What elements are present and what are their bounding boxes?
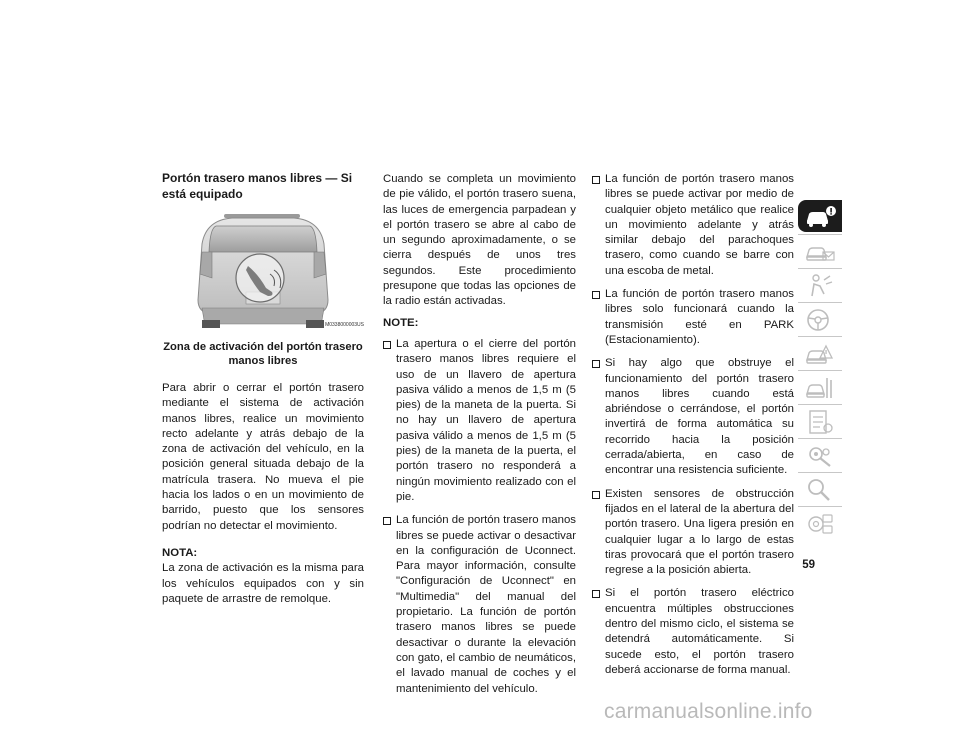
list-item <box>592 586 794 678</box>
list-item-text: Existen sensores de obstrucción fijados en el lateral de la abertura del portón trasero. Una ligera presión en cualquier lugar a lo largo de estas tiras provocará que el portón trasero regrese a la posición abierta. <box>605 487 794 577</box>
language-gear-icon <box>804 510 836 538</box>
checkbox-bullet-icon <box>592 176 600 184</box>
section-title: Portón trasero manos libres — Si está equipado <box>162 171 353 201</box>
tab-car-tools[interactable] <box>798 370 842 403</box>
nota-text: La zona de activación es la misma para los vehículos equipados con y sin paquete de arrastre de remolque. <box>162 562 364 605</box>
suv-rear-illustration <box>162 212 364 330</box>
tab-wrench-gear[interactable] <box>798 438 842 471</box>
checkbox-bullet-icon <box>383 517 391 525</box>
tab-car-info[interactable] <box>798 200 842 232</box>
tab-language-gear[interactable] <box>798 506 842 539</box>
checkbox-bullet-icon <box>592 491 600 499</box>
watermark: carmanualsonline.info <box>604 700 813 723</box>
list-item-text: La función de portón trasero manos libres se puede activar por medio de cualquier objeto metálico que realice un movimiento adelante y atrás similar debajo del parachoques trasero, como cuando se barre con una escoba de metal. <box>605 173 794 277</box>
note-label: NOTE: <box>383 316 419 329</box>
seat-person-icon <box>804 272 836 300</box>
tab-checklist[interactable] <box>798 404 842 437</box>
figure-caption: Zona de activación del portón trasero manos libres <box>163 341 363 367</box>
wrench-gear-icon <box>804 442 836 470</box>
checkbox-bullet-icon <box>592 590 600 598</box>
list-item <box>383 337 576 505</box>
tab-car-crash[interactable] <box>798 336 842 369</box>
list-item <box>592 487 794 579</box>
chapter-tabs <box>798 200 842 542</box>
magnifier-icon <box>804 476 836 504</box>
checkbox-bullet-icon <box>383 341 391 349</box>
list-item <box>592 287 794 348</box>
list-item-text: La función de portón trasero manos libres se puede activar o desactivar en la configuración de Uconnect. Para mayor información, consulte "Configuración de Uconnect" en "Multimedia" del manual del propietario. La función de portón trasero manos libres se puede desactivar o durante la elevación con gato, el cambio de neumáticos, el lavado manual de coches y el mantenimiento del vehículo. <box>396 514 576 695</box>
list-item-text: Si hay algo que obstruye el funcionamiento del portón trasero manos libres cuando está abriéndose o cerrándose, el portón invertirá de forma automática su recorrido hacia la posición cerrada/abierta, en caso de encontrar una resistencia suficiente. <box>605 357 794 477</box>
car-crash-icon <box>804 340 836 368</box>
tab-seat-person[interactable] <box>798 268 842 301</box>
page-number: 59 <box>802 559 815 571</box>
checklist-icon <box>804 408 836 436</box>
list-item-text: Si el portón trasero eléctrico encuentra múltiples obstrucciones dentro del mismo ciclo, el sistema se detendrá automáticamente. Si sucede esto, el portón trasero deberá accionarse de forma manual. <box>605 587 794 676</box>
checkbox-bullet-icon <box>592 291 600 299</box>
nota-label: NOTA: <box>162 546 198 559</box>
body-paragraph: Cuando se completa un movimiento de pie válido, el portón trasero suena, las luces de emergencia parpadean y el portón trasero se abre al cabo de un segundo aproximadamente, o se cierra después de unos tres segundos. Este procedimiento presupone que todas las opciones de la radio están activadas. <box>383 173 576 308</box>
middle-column <box>383 172 576 705</box>
tab-car-mail[interactable] <box>798 234 842 267</box>
car-tools-icon <box>804 374 836 402</box>
right-column <box>592 172 794 686</box>
tab-steering-wheel[interactable] <box>798 302 842 335</box>
list-item-text: La función de portón trasero manos libres solo funcionará cuando la transmisión esté en PARK (Estacionamiento). <box>605 288 794 346</box>
car-info-icon <box>804 203 836 229</box>
tab-magnifier[interactable] <box>798 472 842 505</box>
tailgate-figure <box>162 212 364 330</box>
left-column <box>162 170 364 607</box>
figure-code: M0338000003US <box>325 322 364 328</box>
list-item <box>592 356 794 478</box>
list-item <box>592 172 794 279</box>
steering-wheel-icon <box>804 306 836 334</box>
body-paragraph: Para abrir o cerrar el portón trasero mediante el sistema de activación manos libres, realice un movimiento recto adelante y atrás debajo de la zona de activación del vehículo, en la posición general situada debajo de la matrícula trasera. No mueva el pie hacia los lados o en un movimiento de barrido, puesto que los sensores podrían no detectar el movimiento. <box>162 382 364 532</box>
checkbox-bullet-icon <box>592 360 600 368</box>
list-item <box>383 513 576 697</box>
list-item-text: La apertura o el cierre del portón trasero manos libres requiere el uso de un llavero de apertura pasiva válido a menos de 1,5 m (5 pies) de la maneta de la puerta. Si no hay un llavero de apertura pasiva válido a menos de 1,5 m (5 pies) de la maneta de la puerta, el portón trasero no responderá a ningún movimiento realizado con el pie. <box>396 337 576 503</box>
car-mail-icon <box>804 238 836 266</box>
